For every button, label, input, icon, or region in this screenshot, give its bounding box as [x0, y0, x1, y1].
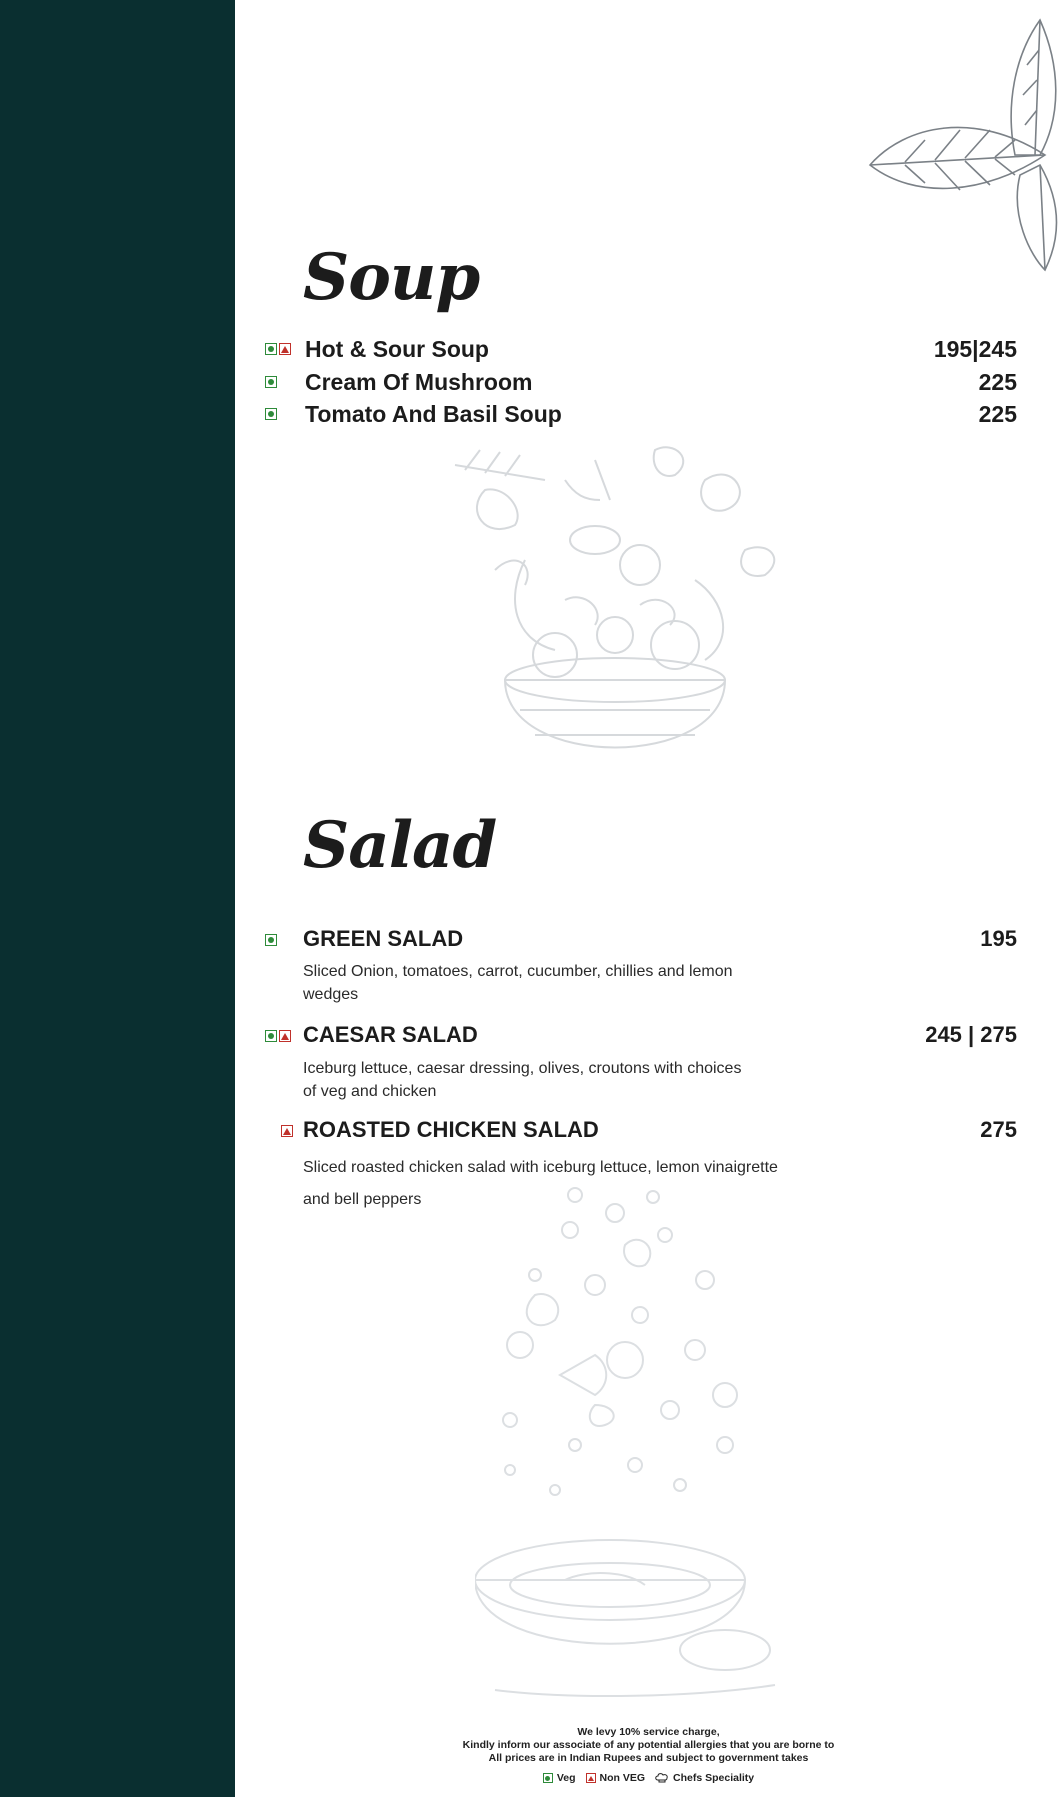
list-item [265, 333, 1017, 365]
salad-title: Salad [303, 808, 497, 883]
legend-nonveg [586, 1772, 646, 1784]
footer-notes [235, 1726, 1062, 1765]
item-price: 225 [978, 400, 1017, 427]
list-item [265, 398, 1017, 430]
salad-bowl-illustration [425, 440, 805, 800]
nonveg-icon [279, 1030, 291, 1042]
veg-icon [265, 376, 277, 388]
item-price: 245 | 275 [925, 1022, 1017, 1047]
veg-icon [543, 1773, 553, 1783]
item-name: Tomato And Basil Soup [305, 400, 562, 427]
item-price: 195|245 [933, 335, 1017, 362]
menu-page [235, 0, 1062, 1797]
legend-veg [543, 1772, 576, 1784]
veg-icon [265, 934, 277, 946]
legend-nonveg-label: Non VEG [599, 1772, 646, 1784]
diet-marks [265, 408, 277, 420]
sidebar-band [0, 0, 235, 1797]
item-price: 195 [980, 926, 1017, 951]
item-name: CAESAR SALAD [303, 1022, 478, 1047]
diet-marks [265, 343, 291, 355]
diet-marks [265, 934, 277, 946]
leaf-illustration [865, 15, 1062, 275]
item-description-line: Sliced Onion, tomatoes, carrot, cucumber, chillies and lemon [303, 963, 733, 980]
diet-marks [281, 1125, 293, 1137]
nonveg-icon [279, 343, 291, 355]
veg-icon [265, 408, 277, 420]
footer-service-charge: We levy 10% service charge, [577, 1726, 720, 1738]
diet-marks [265, 1030, 291, 1042]
item-description-line: Iceburg lettuce, caesar dressing, olives, croutons with choices [303, 1060, 742, 1077]
item-price: 275 [980, 1117, 1017, 1142]
legend-chef-label: Chefs Speciality [673, 1772, 755, 1784]
legend-chef [655, 1772, 754, 1784]
footer-price-note: All prices are in Indian Rupees and subject to government takes [488, 1752, 809, 1764]
footer-allergy-note: Kindly inform our associate of any potential allergies that you are borne to [462, 1739, 835, 1751]
nonveg-icon [281, 1125, 293, 1137]
item-name: Hot & Sour Soup [305, 335, 489, 362]
veg-icon [265, 1030, 277, 1042]
item-name: ROASTED CHICKEN SALAD [303, 1117, 599, 1142]
veg-icon [265, 343, 277, 355]
list-item [265, 366, 1017, 398]
nonveg-icon [586, 1773, 596, 1783]
diet-legend [235, 1772, 1062, 1784]
soup-title: Soup [303, 240, 480, 315]
chef-hat-icon [655, 1773, 669, 1783]
item-description-line: and bell peppers [303, 1191, 422, 1208]
legend-veg-label: Veg [556, 1772, 576, 1784]
item-description [303, 960, 773, 1006]
soup-bowl-illustration [475, 1185, 815, 1705]
item-description-line: wedges [303, 986, 359, 1003]
item-name: GREEN SALAD [303, 926, 464, 951]
item-description-line: Sliced roasted chicken salad with iceburg lettuce, lemon vinaigrette [303, 1159, 778, 1176]
item-description [303, 1057, 773, 1103]
item-description-line: of veg and chicken [303, 1083, 437, 1100]
diet-marks [265, 376, 277, 388]
item-price: 225 [978, 368, 1017, 395]
item-name: Cream Of Mushroom [305, 368, 533, 395]
